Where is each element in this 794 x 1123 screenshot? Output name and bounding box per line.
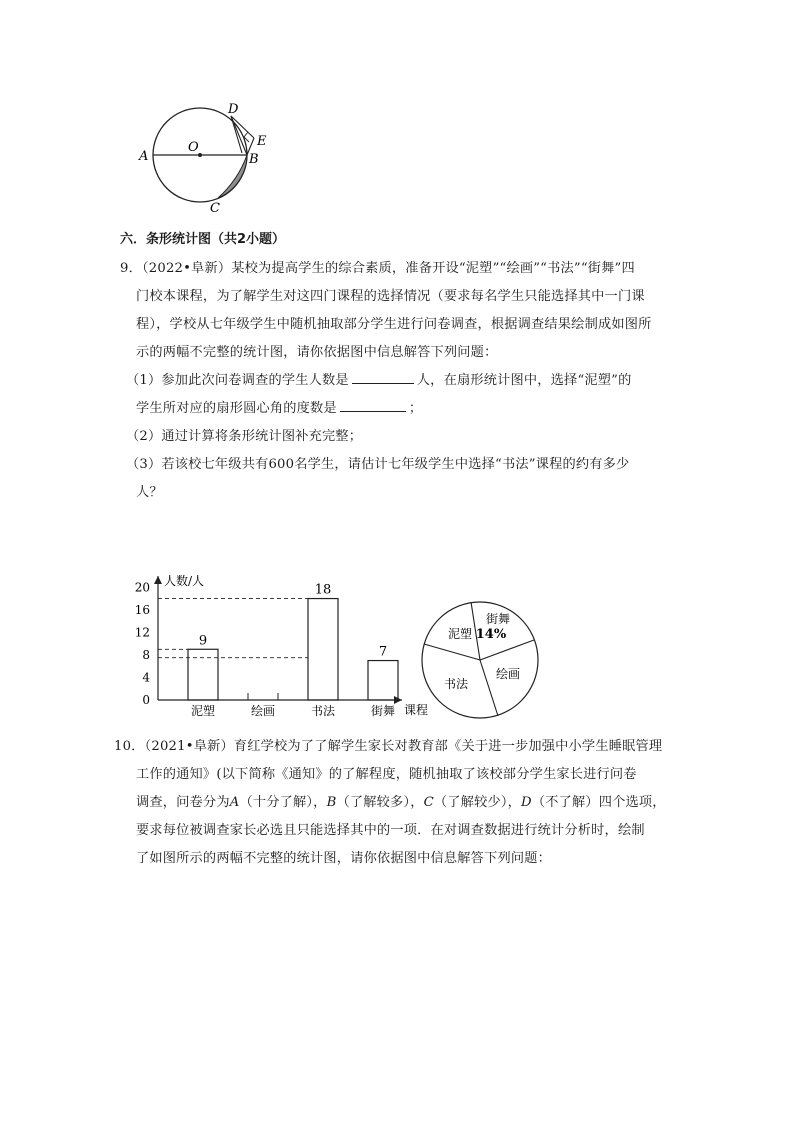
q9-sub-2: （2）通过计算将条形统计图补充完整； bbox=[126, 429, 363, 444]
y-axis-label: 人数/人 bbox=[164, 574, 205, 588]
label-e: E bbox=[257, 134, 267, 149]
label-a: A bbox=[139, 149, 149, 164]
answer-blank-1[interactable] bbox=[352, 369, 414, 384]
pie-chart bbox=[418, 598, 542, 722]
q9-line-2: 门校本课程，为了解学生对这四门课程的选择情况（要求每名学生只能选择其中一门课 bbox=[136, 289, 645, 304]
circle-figure bbox=[130, 98, 280, 218]
q9-sub-3-line-2: 人？ bbox=[136, 485, 163, 500]
bar-街舞 bbox=[368, 661, 398, 700]
bar-value-label: 7 bbox=[378, 644, 388, 660]
pie-divider bbox=[480, 640, 534, 660]
pie-label-绘画: 绘画 bbox=[495, 667, 521, 681]
bar-value-label: 18 bbox=[314, 582, 332, 598]
y-tick-label: 16 bbox=[134, 602, 150, 617]
q10-line-4: 要求每位被调查家长必选且只能选择其中的一项．在对调查数据进行统计分析时，绘制 bbox=[136, 823, 645, 838]
category-label: 街舞 bbox=[370, 704, 396, 718]
label-o: O bbox=[188, 140, 199, 155]
answer-blank-2[interactable] bbox=[340, 397, 406, 412]
pie-percent-label: 14% bbox=[475, 627, 507, 642]
y-axis-arrow bbox=[154, 576, 162, 584]
y-tick-label: 0 bbox=[142, 693, 150, 707]
q9-sub-1-line-2: 学生所对应的扇形圆心角的度数是 ； bbox=[120, 395, 680, 423]
x-axis-label: 课程 bbox=[404, 703, 429, 717]
q9-sub-1-line-1: （1）参加此次问卷调查的学生人数是 人，在扇形统计图中，选择“泥塑”的 bbox=[120, 367, 680, 395]
label-c: C bbox=[210, 201, 220, 216]
q10-line-5: 了如图所示的两幅不完整的统计图，请你依据图中信息解答下列问题： bbox=[136, 851, 552, 866]
category-label: 书法 bbox=[310, 704, 336, 718]
q10-line-2: 工作的通知》(以下简称《通知》的了解程度，随机抽取了该校部分学生家长进行问卷 bbox=[136, 767, 637, 782]
shaded-segment bbox=[218, 155, 247, 198]
question-10 bbox=[114, 733, 680, 873]
q9-line-3: 程），学校从七年级学生中随机抽取部分学生进行问卷调查，根据调查结果绘制成如图所 bbox=[136, 317, 652, 332]
q9-line-1: 9．（2022•阜新）某校为提高学生的综合素质，准备开设“泥塑”“绘画”“书法”“街舞”四 bbox=[120, 261, 635, 276]
q10-line-3: 调查，问卷分为A（十分了解），B（了解较多），C（了解较少），D（不了解）四个选项， bbox=[136, 795, 666, 810]
label-b: B bbox=[249, 152, 259, 167]
y-tick-label: 4 bbox=[142, 670, 150, 685]
pie-label-街舞: 街舞 bbox=[485, 612, 511, 626]
y-tick-label: 12 bbox=[134, 625, 150, 640]
section-title: 六．条形统计图（共2小题） bbox=[120, 232, 286, 247]
bar-书法 bbox=[308, 599, 338, 700]
y-tick-label: 8 bbox=[142, 647, 150, 662]
pie-label-书法: 书法 bbox=[443, 677, 469, 691]
category-label: 绘画 bbox=[250, 704, 276, 718]
pie-label-泥塑: 泥塑 bbox=[447, 627, 473, 641]
segment-db bbox=[231, 116, 247, 155]
segment-do bbox=[200, 116, 231, 155]
bar-value-label: 9 bbox=[198, 633, 208, 649]
bar-泥塑 bbox=[188, 649, 218, 700]
q9-line-4: 示的两幅不完整的统计图，请你依据图中信息解答下列问题： bbox=[136, 345, 498, 360]
category-label: 泥塑 bbox=[190, 704, 216, 718]
label-d: D bbox=[228, 102, 239, 117]
question-9 bbox=[120, 255, 680, 507]
y-tick-label: 20 bbox=[134, 580, 150, 595]
pie-divider bbox=[424, 644, 480, 660]
q9-sub-3-line-1: （3）若该校七年级共有600名学生，请估计七年级学生中选择“书法”课程的约有多少 bbox=[126, 457, 630, 472]
q10-line-1: 10．（2021•阜新）育红学校为了了解学生家长对教育部《关于进一步加强中小学生睡眠管理 bbox=[114, 739, 663, 754]
bar-chart bbox=[120, 568, 440, 723]
